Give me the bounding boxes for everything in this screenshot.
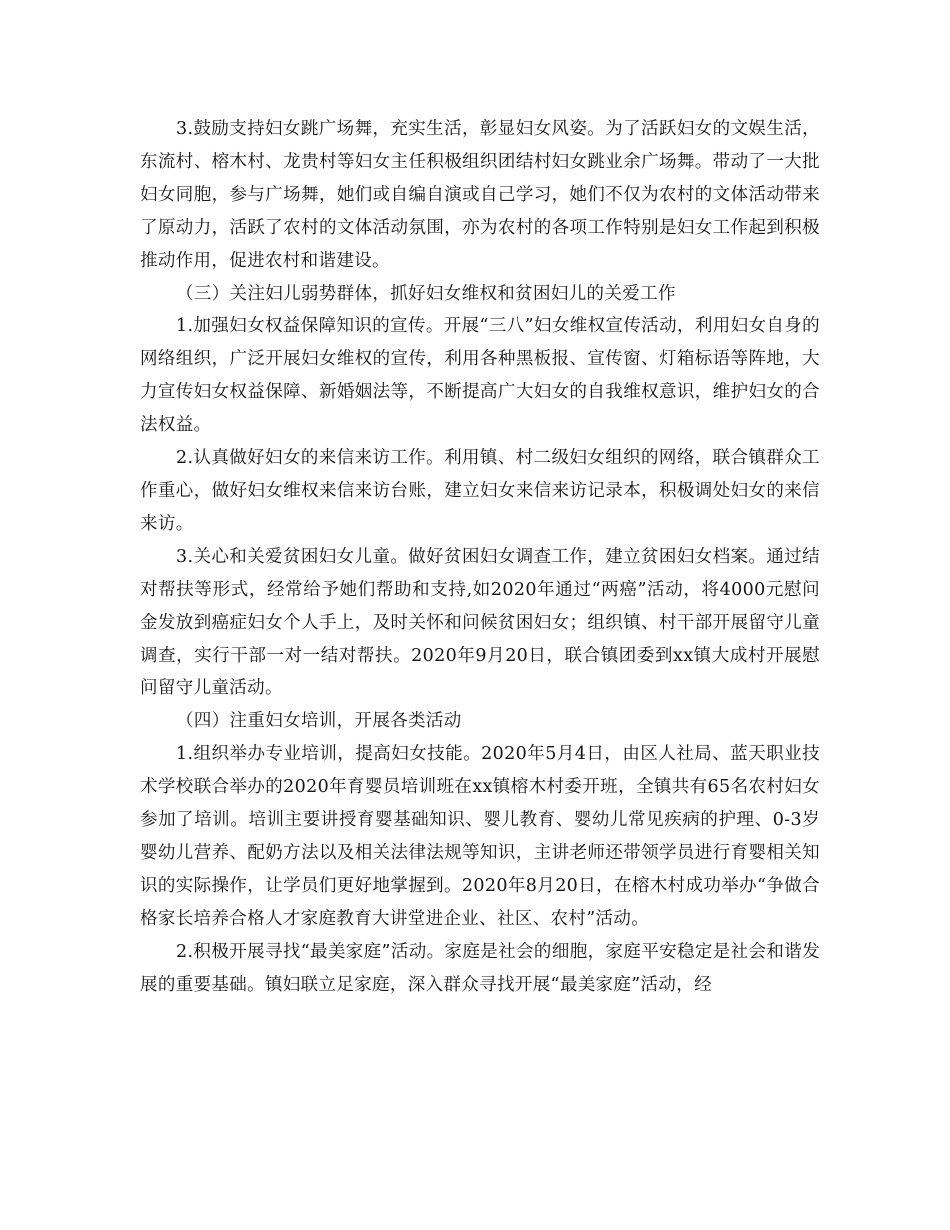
document-body [140, 113, 820, 1001]
paragraph-square-dance: 3.鼓励支持妇女跳广场舞，充实生活，彰显妇女风姿。为了活跃妇女的文娱生活，东流村、榕木村、龙贵村等妇女主任积极组织团结村妇女跳业余广场舞。带动了一大批妇女同胞，参与广场舞，她们或自编自演或自己学习，她们不仅为农村的文体活动带来了原动力，活跃了农村的文体活动氛围，亦为农村的各项工作特别是妇女工作起到积极推动作用，促进农村和谐建设。 [140, 119, 820, 271]
paragraph-rights-publicity: 1.加强妇女权益保障知识的宣传。开展“三八”妇女维权宣传活动，利用妇女自身的网络组织，广泛开展妇女维权的宣传，利用各种黑板报、宣传窗、灯箱标语等阵地，大力宣传妇女权益保障、新婚姻法等，不断提高广大妇女的自我维权意识，维护妇女的合法权益。 [140, 316, 820, 436]
paragraph-poor-women-children: 3.关心和关爱贫困妇女儿童。做好贫困妇女调查工作，建立贫困妇女档案。通过结对帮扶等形式，经常给予她们帮助和支持,如2020年通过“两癌”活动，将4000元慰问金发放到癌症妇女个人手上，及时关怀和问候贫困妇女；组织镇、村干部开展留守儿童调查，实行干部一对一结对帮扶。2020年9月20日，联合镇团委到xx镇大成村开展慰问留守儿童活动。 [140, 546, 820, 699]
paragraph-training: 1.组织举办专业培训，提高妇女技能。2020年5月4日，由区人社局、蓝天职业技术学校联合举办的2020年育婴员培训班在xx镇榕木村委开班，全镇共有65名农村妇女参加了培训。培训主要讲授育婴基础知识、婴儿教育、婴幼儿常见疾病的护理、0-3岁婴幼儿营养、配奶方法以及相关法律法规等知识，主讲老师还带领学员进行育婴相关知识的实际操作，让学员们更好地掌握到。2020年8月20日，在榕木村成功举办“争做合格家长培养合格人才家庭教育大讲堂进企业、社区、农村”活动。 [140, 744, 820, 929]
paragraph-letters-visits: 2.认真做好妇女的来信来访工作。利用镇、村二级妇女组织的网络，联合镇群众工作重心，做好妇女维权来信来访台账，建立妇女来信来访记录本，积极调处妇女的来信来访。 [140, 448, 820, 534]
section-heading-3: （三）关注妇儿弱势群体，抓好妇女维权和贫困妇儿的关爱工作 [176, 283, 676, 304]
paragraph-best-family: 2.积极开展寻找“最美家庭”活动。家庭是社会的细胞，家庭平安稳定是社会和谐发展的重要基础。镇妇联立足家庭，深入群众寻找开展“最美家庭”活动，经 [140, 941, 820, 995]
section-heading-4: （四）注重妇女培训，开展各类活动 [176, 711, 462, 732]
